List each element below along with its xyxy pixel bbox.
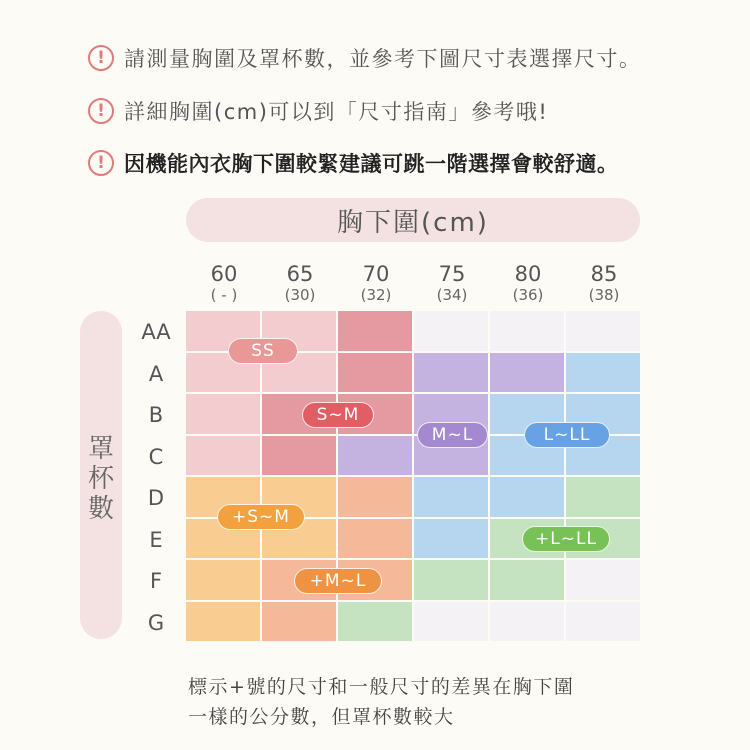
grid-cell — [490, 311, 564, 351]
grid-cell — [490, 353, 564, 393]
grid-cell — [414, 560, 488, 600]
row-label-d: D — [147, 486, 165, 510]
exclamation-icon: ! — [88, 45, 114, 71]
footnote-line: 一樣的公分數，但罩杯數較大 — [188, 706, 455, 728]
grid-cell — [566, 353, 640, 393]
grid-cell — [414, 477, 488, 517]
grid-cell — [338, 311, 412, 351]
column-band: ( - ) — [210, 286, 238, 304]
grid-cell — [414, 353, 488, 393]
column-header-80 — [490, 262, 566, 304]
row-label-c: C — [148, 445, 164, 469]
grid-cell — [490, 477, 564, 517]
column-header-60 — [186, 262, 262, 304]
row-label-b: B — [148, 403, 164, 427]
size-badge-m-l: M~L — [417, 422, 488, 448]
column-band: (30) — [284, 286, 316, 304]
grid-cell — [414, 311, 488, 351]
grid-cell — [186, 436, 260, 476]
note-measure — [88, 43, 642, 73]
column-header-75 — [414, 262, 490, 304]
row-label-e: E — [149, 528, 163, 552]
column-header-85 — [566, 262, 642, 304]
footnote — [188, 672, 574, 732]
grid-cell — [186, 394, 260, 434]
grid-cell — [566, 311, 640, 351]
grid-cell — [262, 602, 336, 642]
row-label-aa: AA — [141, 320, 171, 344]
cup-label-char: 杯 — [87, 464, 114, 494]
grid-cell — [338, 602, 412, 642]
size-badge-l-ll: L~LL — [524, 422, 610, 448]
exclamation-icon: ! — [88, 98, 114, 124]
column-cm: 85 — [590, 262, 618, 286]
grid-cell — [338, 477, 412, 517]
column-band: (34) — [436, 286, 468, 304]
cup-size-label — [80, 311, 122, 639]
grid-cell — [338, 353, 412, 393]
cup-label-char: 數 — [87, 494, 114, 524]
column-band: (38) — [588, 286, 620, 304]
column-cm: 65 — [286, 262, 314, 286]
grid-cell — [186, 560, 260, 600]
grid-cell — [414, 602, 488, 642]
size-badge-plus-s-m: +S~M — [217, 504, 305, 530]
grid-cell — [338, 519, 412, 559]
row-label-a: A — [148, 362, 164, 386]
size-badge-plus-l-ll: +L~LL — [522, 526, 610, 552]
size-badge-plus-m-l: +M~L — [294, 568, 382, 594]
column-band: (32) — [360, 286, 392, 304]
column-header-65 — [262, 262, 338, 304]
grid-cell — [490, 602, 564, 642]
grid-cell — [566, 477, 640, 517]
column-cm: 60 — [210, 262, 238, 286]
grid-cell — [490, 560, 564, 600]
grid-cell — [566, 602, 640, 642]
column-cm: 70 — [362, 262, 390, 286]
grid-cell — [414, 519, 488, 559]
column-header-70 — [338, 262, 414, 304]
grid-cell — [338, 436, 412, 476]
row-label-f: F — [149, 569, 163, 593]
note-text: 請測量胸圍及罩杯數，並參考下圖尺寸表選擇尺寸。 — [124, 47, 642, 71]
note-text: 詳細胸圍(cm)可以到「尺寸指南」參考哦! — [124, 100, 549, 124]
underbust-header: 胸下圍(cm) — [186, 198, 640, 242]
column-cm: 75 — [438, 262, 466, 286]
grid-cell — [262, 436, 336, 476]
column-cm: 80 — [514, 262, 542, 286]
note-text: 因機能內衣胸下圍較緊建議可跳一階選擇會較舒適。 — [124, 152, 619, 176]
note-size-guide — [88, 96, 548, 126]
footnote-line: 標示+號的尺寸和一般尺寸的差異在胸下圍 — [188, 676, 575, 698]
cup-label-char: 罩 — [87, 434, 114, 464]
column-band: (36) — [512, 286, 544, 304]
grid-cell — [566, 560, 640, 600]
size-badge-ss: SS — [228, 338, 298, 364]
note-recommendation — [88, 148, 619, 178]
grid-cell — [186, 602, 260, 642]
size-badge-s-m: S~M — [302, 402, 374, 428]
row-label-g: G — [147, 611, 165, 635]
exclamation-icon: ! — [88, 150, 114, 176]
